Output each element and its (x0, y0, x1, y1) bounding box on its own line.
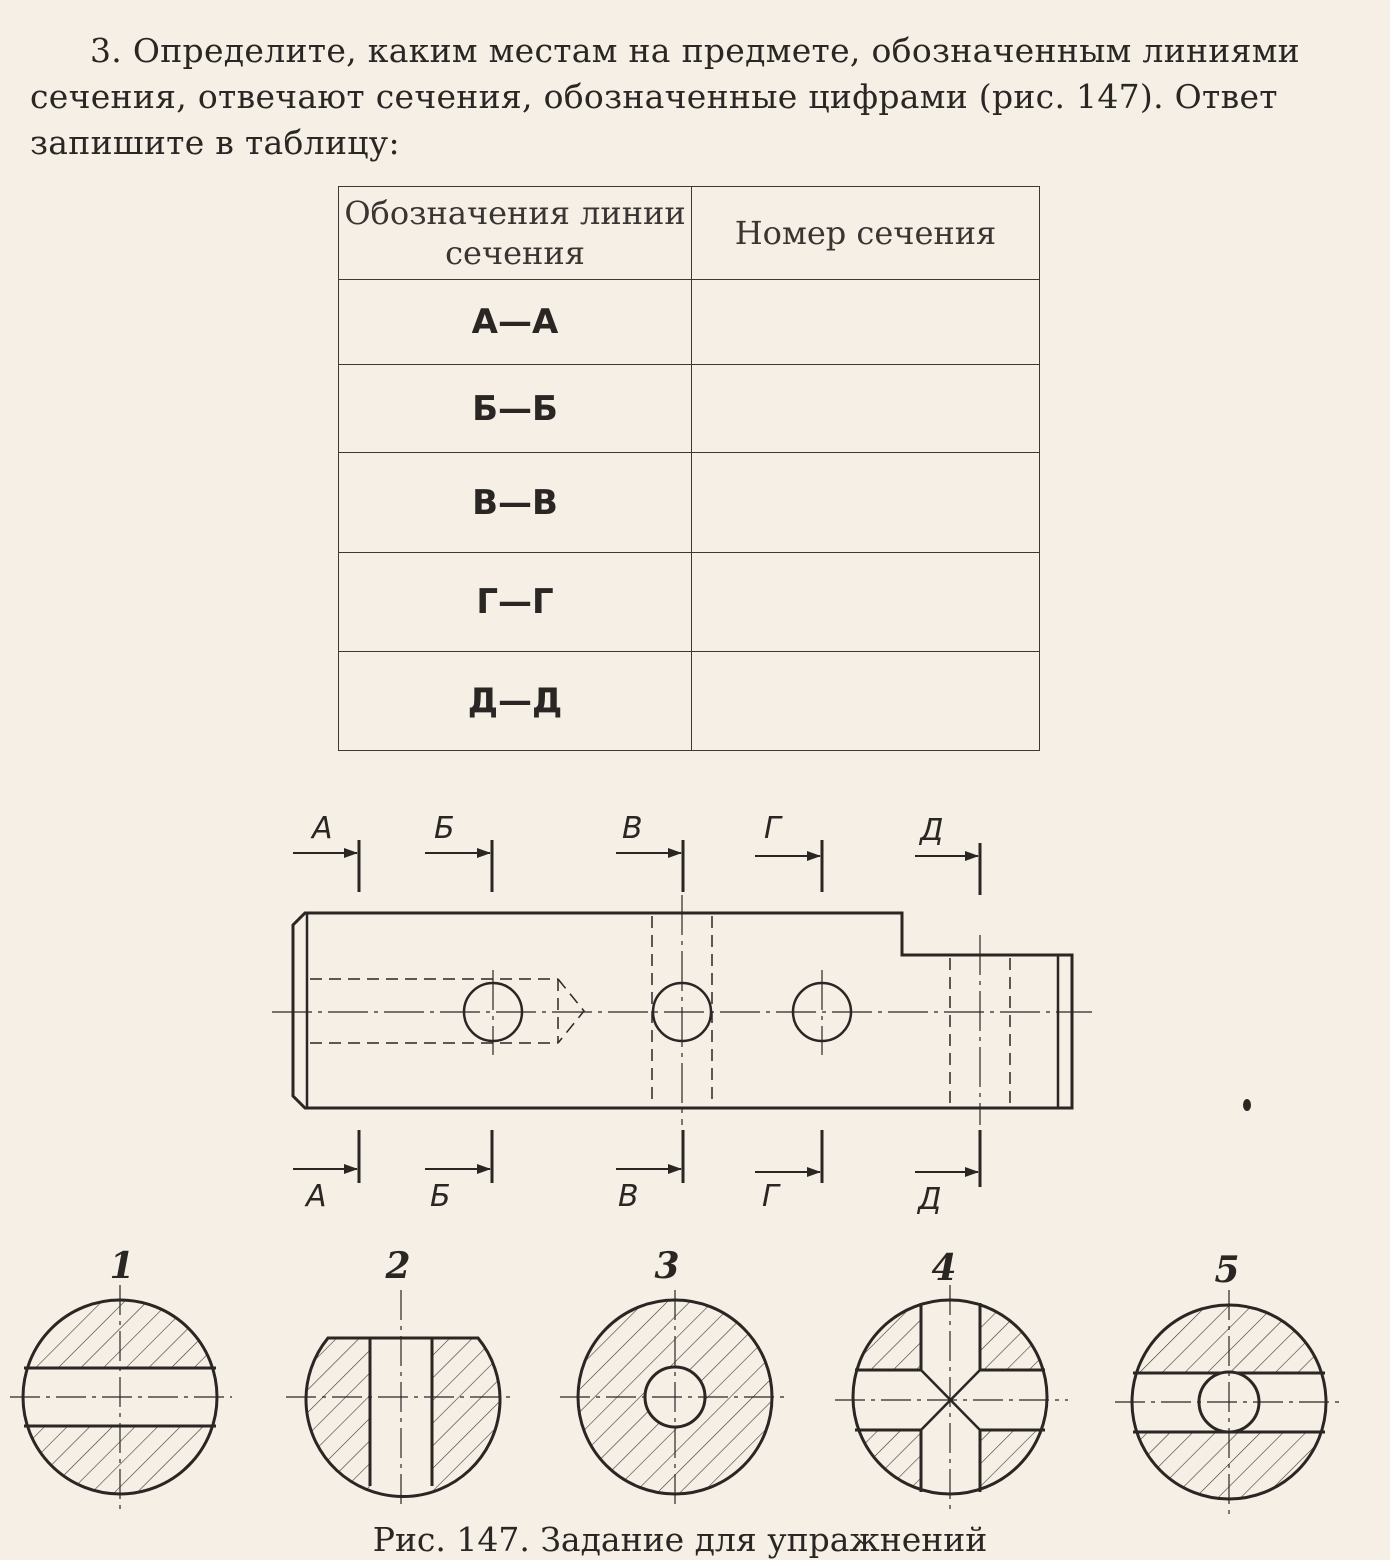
table-header-line: Обозначения линии сечения (339, 187, 692, 280)
task-number: 3. (90, 31, 123, 70)
cut-label-a-top: А (312, 811, 333, 846)
row-line-label: А—А (339, 280, 692, 365)
section-1 (10, 1285, 232, 1510)
answer-table (338, 186, 1040, 751)
row-line-label: Г—Г (339, 553, 692, 652)
table-header-number: Номер сечения (692, 187, 1040, 280)
section-number-2: 2 (385, 1245, 411, 1287)
center-lines (272, 895, 1092, 1125)
table-row (339, 365, 1040, 453)
figure-147 (0, 780, 1390, 1520)
section-5 (1115, 1290, 1345, 1515)
cut-labels (304, 811, 943, 1217)
row-line-label: В—В (339, 453, 692, 553)
cut-label-d-top: Д (920, 813, 944, 848)
section-2 (286, 1290, 512, 1510)
table-row (339, 652, 1040, 751)
cut-label-b-bottom: Б (430, 1179, 451, 1214)
cut-marks (359, 840, 980, 1187)
table-row (339, 453, 1040, 553)
section-number-4: 4 (931, 1247, 957, 1289)
answer-cell[interactable] (692, 652, 1040, 751)
table-row (339, 553, 1040, 652)
answer-cell[interactable] (692, 553, 1040, 652)
figure-caption: Рис. 147. Задание для упражнений (372, 1520, 988, 1559)
cut-label-b-top: Б (434, 811, 455, 846)
table-header-row (339, 187, 1040, 280)
section-4 (835, 1285, 1068, 1510)
cut-label-v-bottom: В (618, 1179, 639, 1214)
answer-cell[interactable] (692, 453, 1040, 553)
task-text (30, 28, 1360, 166)
ink-speck (1243, 1099, 1251, 1111)
section-numbers (109, 1245, 1239, 1291)
row-line-label: Б—Б (339, 365, 692, 453)
cut-label-v-top: В (622, 811, 643, 846)
table-row (339, 280, 1040, 365)
row-line-label: Д—Д (339, 652, 692, 751)
task-statement: Определите, каким местам на предмете, обозначенным линиями сечения, отвечают сечения, обозначенные цифрами (рис. 147). Ответ запишите в таблицу: (30, 31, 1300, 162)
section-number-3: 3 (654, 1245, 680, 1287)
cut-label-a-bottom: А (306, 1179, 327, 1214)
cut-label-g-bottom: Г (762, 1179, 779, 1214)
section-number-5: 5 (1214, 1249, 1240, 1291)
section-3 (560, 1290, 790, 1510)
section-number-1: 1 (109, 1245, 135, 1287)
cut-label-g-top: Г (764, 811, 781, 846)
hidden-lines (310, 916, 1010, 1106)
answer-cell[interactable] (692, 280, 1040, 365)
cut-label-d-bottom: Д (918, 1182, 942, 1217)
answer-cell[interactable] (692, 365, 1040, 453)
